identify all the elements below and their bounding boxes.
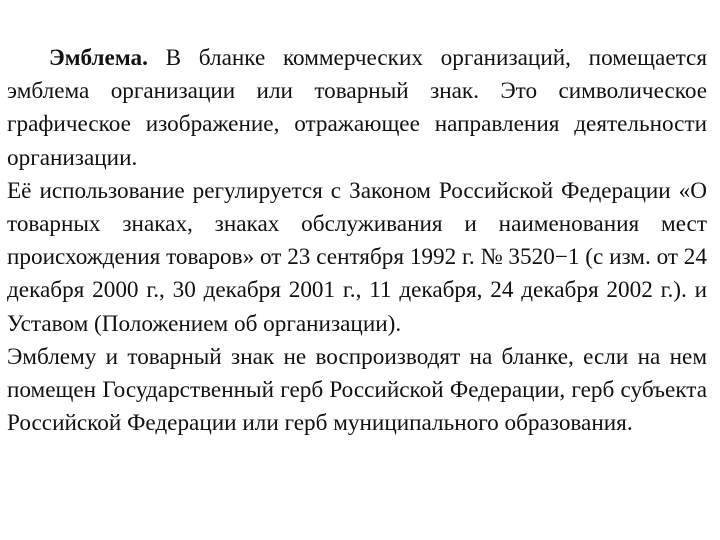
paragraph-legal-basis: Её использование регулируется с Законом Российской Федерации «О товарных знаках, знаках обслуживания и наименования мест происхождения товаров» от 23 сентября 1992 г. № 3520−1 (с изм. от 24 декабря 2000 г., 30 декабря 2001 г., 11 декабря, 24 декабря 2002 г.). и Уставом (Положением об организации). — [7, 177, 707, 337]
text-body — [7, 42, 707, 440]
term-heading: Эмблема. — [49, 45, 148, 71]
paragraph-restriction: Эмблему и товарный знак не воспроизводят на бланке, если на нем помещен Государственный герб Российской Федерации, герб субъекта Российской Федерации или герб муниципального образования. — [7, 343, 707, 437]
paragraph-emblem-definition-text: В бланке коммерческих организаций, помещается эмблема организации или товарный знак. Это символическое графическое изображение, отражающее направления деятельности организации. — [7, 45, 707, 171]
paragraph-emblem-definition — [7, 42, 707, 175]
